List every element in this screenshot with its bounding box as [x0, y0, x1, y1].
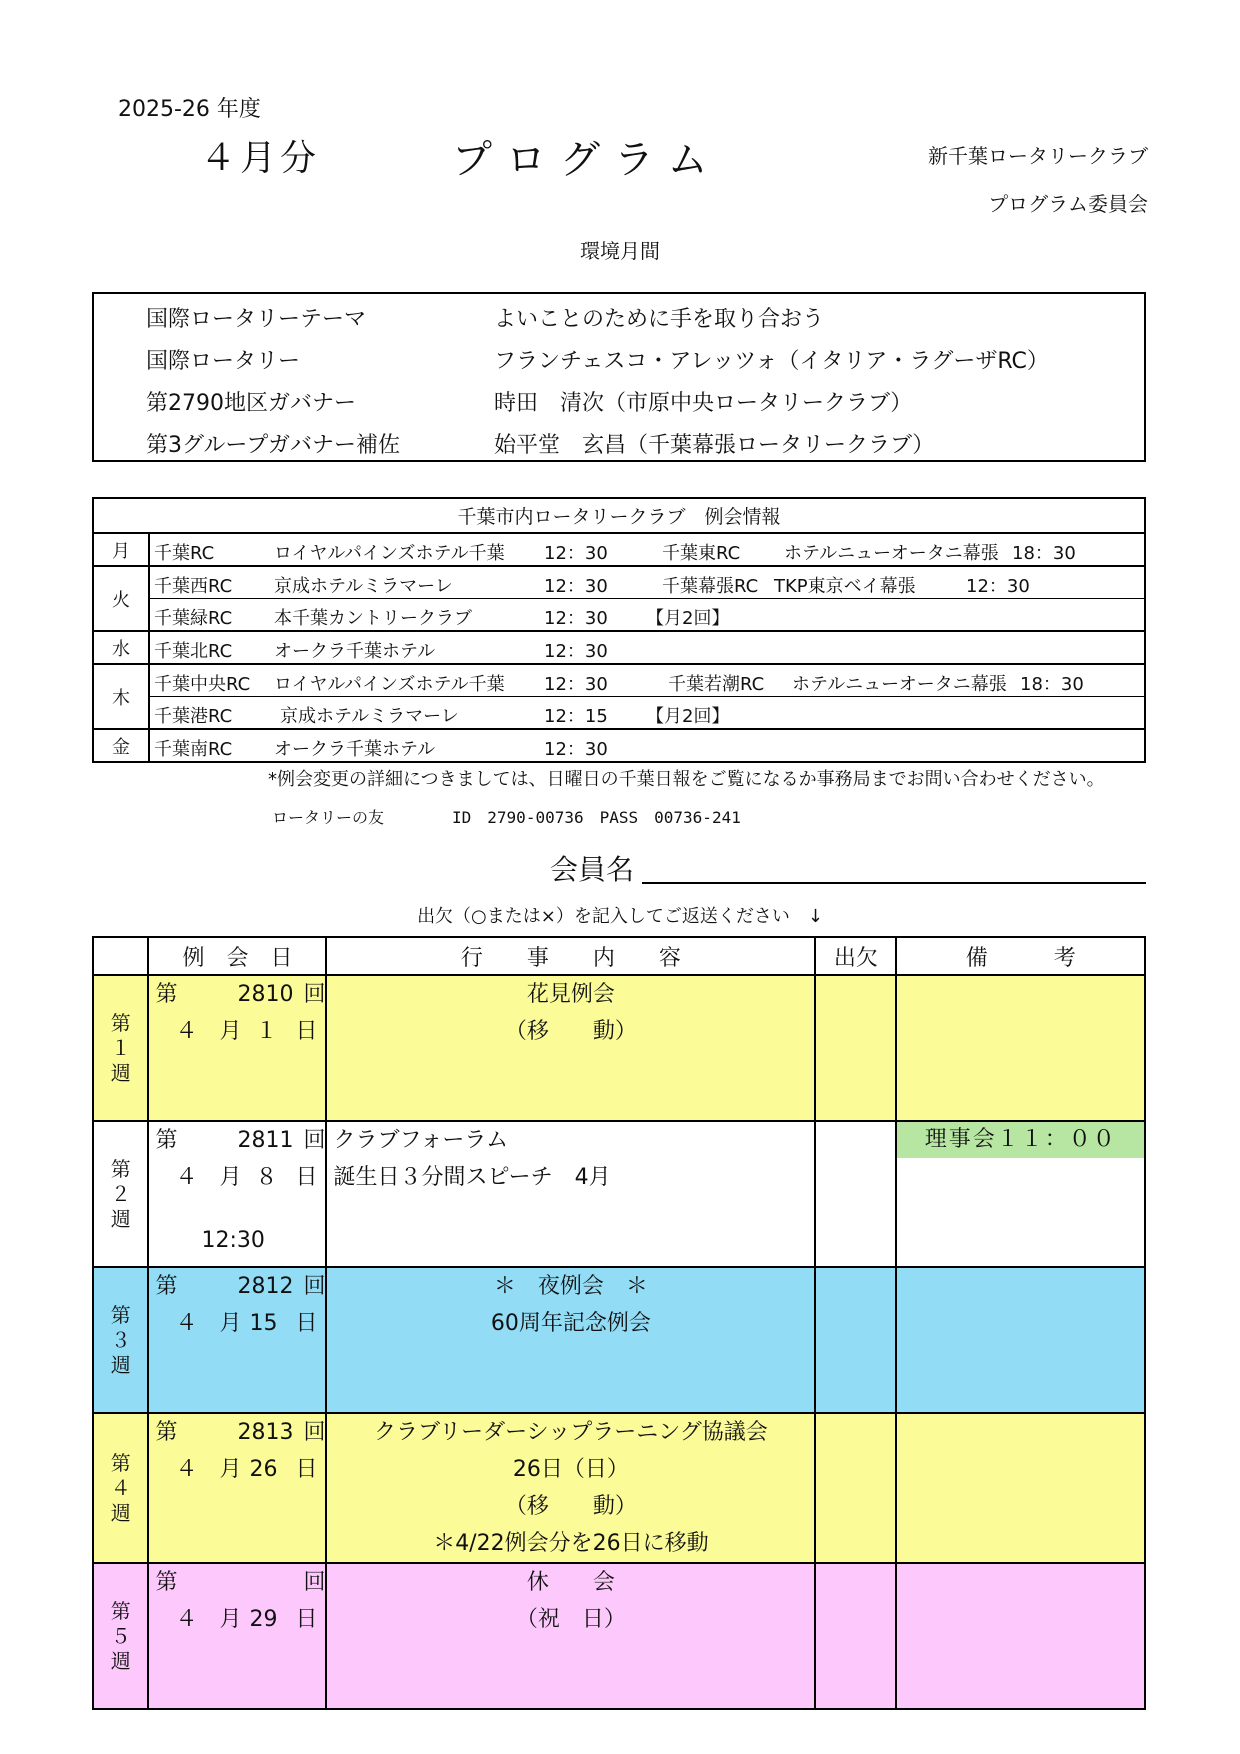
club-name-cell: 千葉南RC: [154, 739, 233, 760]
remarks-cell: [896, 1267, 1145, 1413]
officers-box: [92, 292, 1146, 462]
officer-value: 時田 清次（市原中央ロータリークラブ）: [494, 391, 913, 416]
club-name-cell: 千葉港RC: [154, 706, 233, 727]
week-header: [93, 937, 148, 975]
venue-cell: 本千葉カントリークラブ: [274, 608, 472, 629]
day-label: 火: [93, 566, 149, 631]
week-row: [93, 975, 1145, 1121]
club-name-cell: 千葉東RC: [662, 543, 741, 564]
meeting-month: ４: [175, 1457, 198, 1482]
event-line: 60周年記念例会: [490, 1311, 651, 1336]
officer-label: 第3グループガバナー補佐: [146, 433, 401, 458]
event-cell: [326, 1563, 815, 1709]
club-name-cell: 千葉RC: [154, 543, 215, 564]
week-label-text: 第 ４ 週: [110, 1450, 131, 1525]
member-name-label: 会員名: [550, 853, 635, 886]
attendance-input[interactable]: [815, 1121, 896, 1267]
fiscal-year: 2025-26 年度: [118, 97, 261, 122]
meeting-time: 12:30: [201, 1228, 265, 1253]
week-label: [93, 1413, 148, 1563]
rotary-friend-credentials: ID 2790-00736 PASS 00736-241: [452, 808, 741, 827]
event-line: （移 動）: [504, 1494, 637, 1519]
week-row: [93, 1563, 1145, 1709]
week-label: [93, 1121, 148, 1267]
club-name-cell: 千葉緑RC: [154, 608, 233, 629]
attendance-instruction: 出欠（○または×）を記入してご返送ください ↓: [417, 906, 823, 927]
week-label-text: 第 １ 週: [110, 1010, 131, 1085]
meeting-info-table: [92, 497, 1146, 763]
time-cell: 12：30: [544, 674, 608, 695]
meeting-day: 26: [249, 1457, 278, 1482]
club-name-cell: 千葉西RC: [154, 576, 233, 597]
meeting-month: ４: [175, 1019, 198, 1044]
officer-value: よいことのために手を取り合おう: [494, 307, 825, 332]
date-cell: 第 2812 回 ４ 月 15 日: [148, 1267, 326, 1413]
remarks-cell: [896, 1121, 1145, 1267]
schedule-table: [92, 936, 1146, 1710]
program-title: プログラム: [452, 137, 722, 183]
meeting-row: [150, 632, 1144, 663]
officer-value: フランチェスコ・アレッツォ（イタリア・ラグーザRC）: [494, 349, 1049, 374]
event-header: 行 事 内 容: [326, 937, 815, 975]
venue-cell: ホテルニューオータニ幕張: [784, 543, 999, 564]
member-name-field[interactable]: [642, 882, 1146, 884]
time-cell: 12：30: [544, 739, 608, 760]
time-cell: 12：30: [544, 608, 608, 629]
board-meeting-note: 理事会１１：００: [897, 1122, 1144, 1158]
week-label: [93, 1563, 148, 1709]
officer-label: 第2790地区ガバナー: [146, 391, 356, 416]
meeting-month: ４: [175, 1311, 198, 1336]
week-label-text: 第 ２ 週: [110, 1156, 131, 1231]
time-cell: 18：30: [1020, 674, 1084, 695]
week-label: [93, 975, 148, 1121]
month-title: ４月分: [200, 138, 321, 179]
week-row: [93, 1121, 1145, 1267]
meeting-day: 29: [249, 1607, 278, 1632]
officer-label: 国際ロータリーテーマ: [146, 307, 367, 332]
event-line: ＊4/22例会分を26日に移動: [433, 1531, 709, 1556]
week-row: [93, 1267, 1145, 1413]
committee-name: プログラム委員会: [988, 192, 1148, 216]
event-line: 26日（日）: [512, 1457, 629, 1482]
event-line: （移 動）: [504, 1019, 637, 1044]
attendance-input[interactable]: [815, 1563, 896, 1709]
remarks-cell: [896, 1563, 1145, 1709]
week-label: [93, 1267, 148, 1413]
meeting-info-title: 千葉市内ロータリークラブ 例会情報: [93, 498, 1145, 533]
club-name-cell: 千葉中央RC: [154, 674, 251, 695]
meeting-row: [150, 534, 1144, 565]
date-cell: 第 2811 回 ４ 月 ８ 日 12:30: [148, 1121, 326, 1267]
remarks-header: 備 考: [896, 937, 1145, 975]
frequency-note: 【月2回】: [646, 608, 730, 629]
meeting-row: [150, 567, 1144, 598]
week-label-text: 第 ５ 週: [110, 1598, 131, 1673]
remarks-cell: [896, 1413, 1145, 1563]
meeting-number: 2810: [237, 982, 294, 1007]
meeting-row: [150, 730, 1144, 761]
theme-month: 環境月間: [580, 239, 660, 263]
meeting-day: ８: [255, 1165, 278, 1190]
club-name-cell: 千葉北RC: [154, 641, 233, 662]
rotary-friend-login: [272, 805, 741, 828]
officer-row: [146, 302, 824, 333]
week-label-text: 第 ３ 週: [110, 1302, 131, 1377]
rotary-friend-label: ロータリーの友: [272, 808, 385, 827]
time-cell: 12：15: [544, 706, 608, 727]
officer-label: 国際ロータリー: [146, 349, 301, 374]
venue-cell: ロイヤルパインズホテル千葉: [274, 543, 505, 564]
officer-value: 始平堂 玄昌（千葉幕張ロータリークラブ）: [494, 433, 935, 458]
venue-cell: 京成ホテルミラマーレ: [274, 576, 453, 597]
meeting-number: 2813: [237, 1420, 294, 1445]
day-label: 金: [93, 729, 149, 762]
remarks-cell: [896, 975, 1145, 1121]
event-line: 誕生日３分間スピーチ 4月: [333, 1165, 611, 1190]
venue-cell: オークラ千葉ホテル: [274, 739, 436, 760]
venue-cell: TKP東京ベイ幕張: [774, 576, 916, 597]
club-name-cell: 千葉幕張RC: [662, 576, 759, 597]
attendance-input[interactable]: [815, 975, 896, 1121]
event-cell: [326, 975, 815, 1121]
event-cell: [326, 1413, 815, 1563]
frequency-note: 【月2回】: [646, 706, 730, 727]
meeting-row: [150, 599, 1144, 630]
date-header: 例 会 日: [148, 937, 326, 975]
meeting-month: ４: [175, 1607, 198, 1632]
time-cell: 12：30: [966, 576, 1030, 597]
meeting-row: [150, 697, 1144, 728]
meeting-change-note: *例会変更の詳細につきましては、日曜日の千葉日報をご覧になるか事務局までお問い合わせください。: [268, 769, 1105, 790]
week-row: [93, 1413, 1145, 1563]
day-label: 水: [93, 631, 149, 664]
event-cell: [326, 1267, 815, 1413]
attendance-header: 出欠: [815, 937, 896, 975]
venue-cell: ロイヤルパインズホテル千葉: [274, 674, 505, 695]
date-cell: 第 回 ４ 月 29 日: [148, 1563, 326, 1709]
meeting-number: 2812: [237, 1274, 294, 1299]
meeting-row: [150, 665, 1144, 696]
officer-row: [146, 344, 1049, 375]
venue-cell: オークラ千葉ホテル: [274, 641, 436, 662]
day-label: 木: [93, 664, 149, 729]
attendance-input[interactable]: [815, 1267, 896, 1413]
event-line: 休 会: [526, 1570, 615, 1595]
date-cell: 第 2810 回 ４ 月 １ 日: [148, 975, 326, 1121]
time-cell: 18：30: [1012, 543, 1076, 564]
venue-cell: ホテルニューオータニ幕張: [792, 674, 1007, 695]
meeting-month: ４: [175, 1165, 198, 1190]
venue-cell: 京成ホテルミラマーレ: [280, 706, 459, 727]
day-label: 月: [93, 533, 149, 566]
meeting-day: 15: [249, 1311, 278, 1336]
event-line: 花見例会: [526, 982, 615, 1007]
club-name: 新千葉ロータリークラブ: [928, 144, 1148, 168]
time-cell: 12：30: [544, 543, 608, 564]
event-line: （祝 日）: [515, 1607, 626, 1632]
event-line: クラブフォーラム: [333, 1128, 509, 1153]
attendance-input[interactable]: [815, 1413, 896, 1563]
time-cell: 12：30: [544, 576, 608, 597]
event-line: クラブリーダーシップラーニング協議会: [373, 1420, 768, 1445]
club-name-cell: 千葉若潮RC: [668, 674, 765, 695]
event-line: ＊ 夜例会 ＊: [493, 1274, 648, 1299]
event-cell: [326, 1121, 815, 1267]
time-cell: 12：30: [544, 641, 608, 662]
officer-row: [146, 386, 912, 417]
officer-row: [146, 428, 934, 459]
meeting-day: １: [255, 1019, 278, 1044]
meeting-number: 2811: [237, 1128, 294, 1153]
date-cell: 第 2813 回 ４ 月 26 日: [148, 1413, 326, 1563]
